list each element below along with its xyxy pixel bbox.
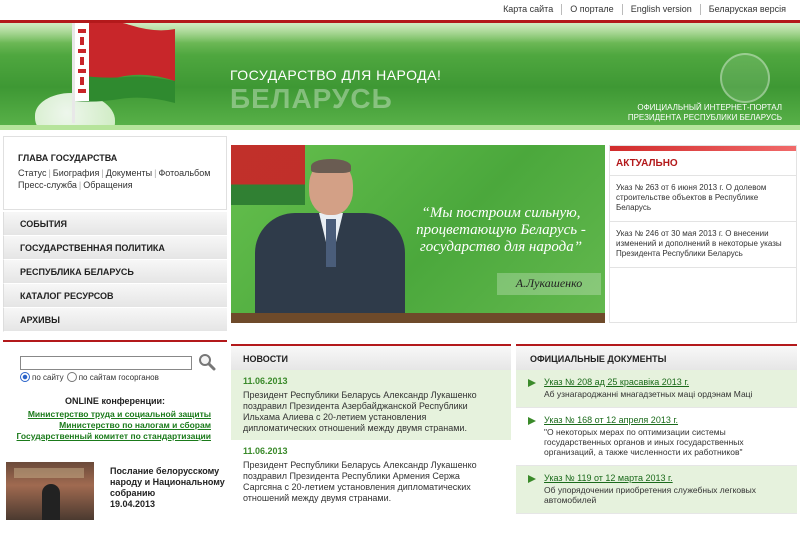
online-conferences (3, 392, 227, 452)
link-status[interactable]: Статус (18, 168, 47, 178)
link-photoalbum[interactable]: Фотоальбом (158, 168, 211, 178)
header-banner (0, 23, 800, 130)
head-of-state-box (3, 136, 227, 210)
address-line1: Послание белорусскому (110, 466, 220, 476)
search-scope (20, 372, 159, 382)
news-item[interactable] (231, 440, 511, 510)
nav-about-link[interactable]: О портале (561, 4, 621, 15)
link-press-service[interactable]: Пресс-служба (18, 180, 77, 190)
main-menu (3, 212, 227, 332)
top-navigation (0, 0, 800, 22)
news-section (231, 344, 511, 533)
document-description: "О некоторых мерах по оптимизации системы государственных органов и иных государственных организаций, а также численности их работников" (544, 427, 744, 457)
photo-figure (42, 484, 60, 520)
document-description: Аб узнагароджанні мнагадзетных маці ордэнам Маці (544, 389, 753, 399)
link-documents[interactable]: Документы (105, 168, 153, 178)
nav-belarusian-link[interactable]: Беларуская версія (700, 4, 794, 15)
portal-title (628, 103, 782, 123)
search-top-divider (3, 340, 227, 342)
portrait-desk (231, 313, 605, 323)
menu-item-republic[interactable]: РЕСПУБЛИКА БЕЛАРУСЬ (3, 260, 227, 284)
president-portrait (249, 153, 399, 323)
online-link-standardization[interactable]: Государственный комитет по стандартизации (16, 431, 211, 441)
nav-english-link[interactable]: English version (622, 4, 700, 15)
menu-item-state-policy[interactable]: ГОСУДАРСТВЕННАЯ ПОЛИТИКА (3, 236, 227, 260)
hero-quote-banner (231, 145, 605, 323)
hero-author: А.Лукашенко (515, 276, 583, 290)
radio-gov-sites[interactable] (67, 372, 77, 382)
head-of-state-links: Статус | Биография | Документы | Фотоальбом Пресс-служба | Обращения (18, 168, 211, 190)
radio-gov-sites-label: по сайтам госорганов (78, 372, 159, 382)
online-link-taxes[interactable]: Министерство по налогам и сборам (59, 420, 211, 430)
news-text[interactable]: Президент Республики Беларусь Александр Лукашенко поздравил Президента Республики Армения Сержа Саргсяна с 20-летием установления дипломатических отношений между двумя странами. (243, 460, 477, 503)
head-of-state-title[interactable]: ГЛАВА ГОСУДАРСТВА (18, 153, 118, 163)
hero-quote: “Мы построим сильную, процветающую Беларусь - государство для народа” (416, 205, 586, 255)
portal-title-line2: ПРЕЗИДЕНТА РЕСПУБЛИКИ БЕЛАРУСЬ (627, 113, 782, 122)
address-promo[interactable] (6, 462, 226, 524)
online-link-labour[interactable]: Министерство труда и социальной защиты (27, 409, 211, 419)
search-box (3, 340, 227, 392)
news-date: 11.06.2013 (243, 376, 288, 386)
online-conferences-title: ONLINE конференции: (64, 396, 166, 406)
address-line2: народу и Национальному (110, 477, 225, 487)
document-link[interactable]: Указ № 208 ад 25 красавіка 2013 г. (544, 377, 690, 387)
actual-item[interactable]: Указ № 263 от 6 июня 2013 г. О долевом строительстве объектов в Республике Беларусь (610, 176, 796, 222)
banner-country: БЕЛАРУСЬ (230, 83, 393, 114)
document-item[interactable] (516, 408, 797, 466)
portal-title-line1: ОФИЦИАЛЬНЫЙ ИНТЕРНЕТ-ПОРТАЛ (637, 103, 782, 112)
news-title: НОВОСТИ (231, 344, 511, 370)
banner-bottom-line (0, 125, 800, 130)
nav-sitemap-link[interactable]: Карта сайта (503, 4, 554, 14)
document-item[interactable] (516, 466, 797, 514)
news-item[interactable] (231, 370, 511, 440)
banner-slogan: ГОСУДАРСТВО ДЛЯ НАРОДА! (230, 67, 442, 83)
documents-title: ОФИЦИАЛЬНЫЕ ДОКУМЕНТЫ (516, 344, 797, 370)
actual-news-box (609, 145, 797, 323)
menu-item-archives[interactable]: АРХИВЫ (3, 308, 227, 332)
arrow-right-icon (528, 379, 536, 387)
document-link[interactable]: Указ № 168 от 12 апреля 2013 г. (544, 415, 679, 425)
document-link[interactable]: Указ № 119 от 12 марта 2013 г. (544, 473, 673, 483)
address-date: 19.04.2013 (110, 499, 156, 509)
address-text[interactable] (110, 466, 226, 510)
radio-site-label: по сайту (32, 372, 64, 382)
photo-background (14, 468, 84, 478)
official-documents-section (516, 344, 797, 533)
address-photo[interactable] (6, 462, 94, 520)
arrow-right-icon (528, 417, 536, 425)
state-emblem-icon (720, 53, 770, 103)
radio-site[interactable] (20, 372, 30, 382)
search-icon[interactable] (198, 353, 216, 371)
left-sidebar (3, 136, 227, 332)
address-line3: собранию (110, 488, 156, 498)
arrow-right-icon (528, 475, 536, 483)
portrait-tie (326, 219, 336, 267)
news-date: 11.06.2013 (243, 446, 288, 456)
actual-item[interactable]: Указ № 246 от 30 мая 2013 г. О внесении изменений и дополнений в некоторые указы Президента Республики Беларусь (610, 222, 796, 268)
portrait-hair (311, 159, 351, 173)
menu-item-events[interactable]: СОБЫТИЯ (3, 212, 227, 236)
document-description: Об упорядочении приобретения служебных легковых автомобилей (544, 485, 757, 505)
link-biography[interactable]: Биография (52, 168, 100, 178)
link-appeals[interactable]: Обращения (83, 180, 133, 190)
actual-title: АКТУАЛЬНО (610, 151, 796, 176)
search-input[interactable] (20, 356, 192, 370)
belarus-flag-icon (75, 23, 175, 119)
news-text[interactable]: Президент Республики Беларусь Александр Лукашенко поздравил Президента Азербайджанской Республики Ильхама Алиева с 20-летием установления дипломатических отношений между двумя странами. (243, 390, 477, 433)
document-item[interactable] (516, 370, 797, 408)
menu-item-resource-catalog[interactable]: КАТАЛОГ РЕСУРСОВ (3, 284, 227, 308)
